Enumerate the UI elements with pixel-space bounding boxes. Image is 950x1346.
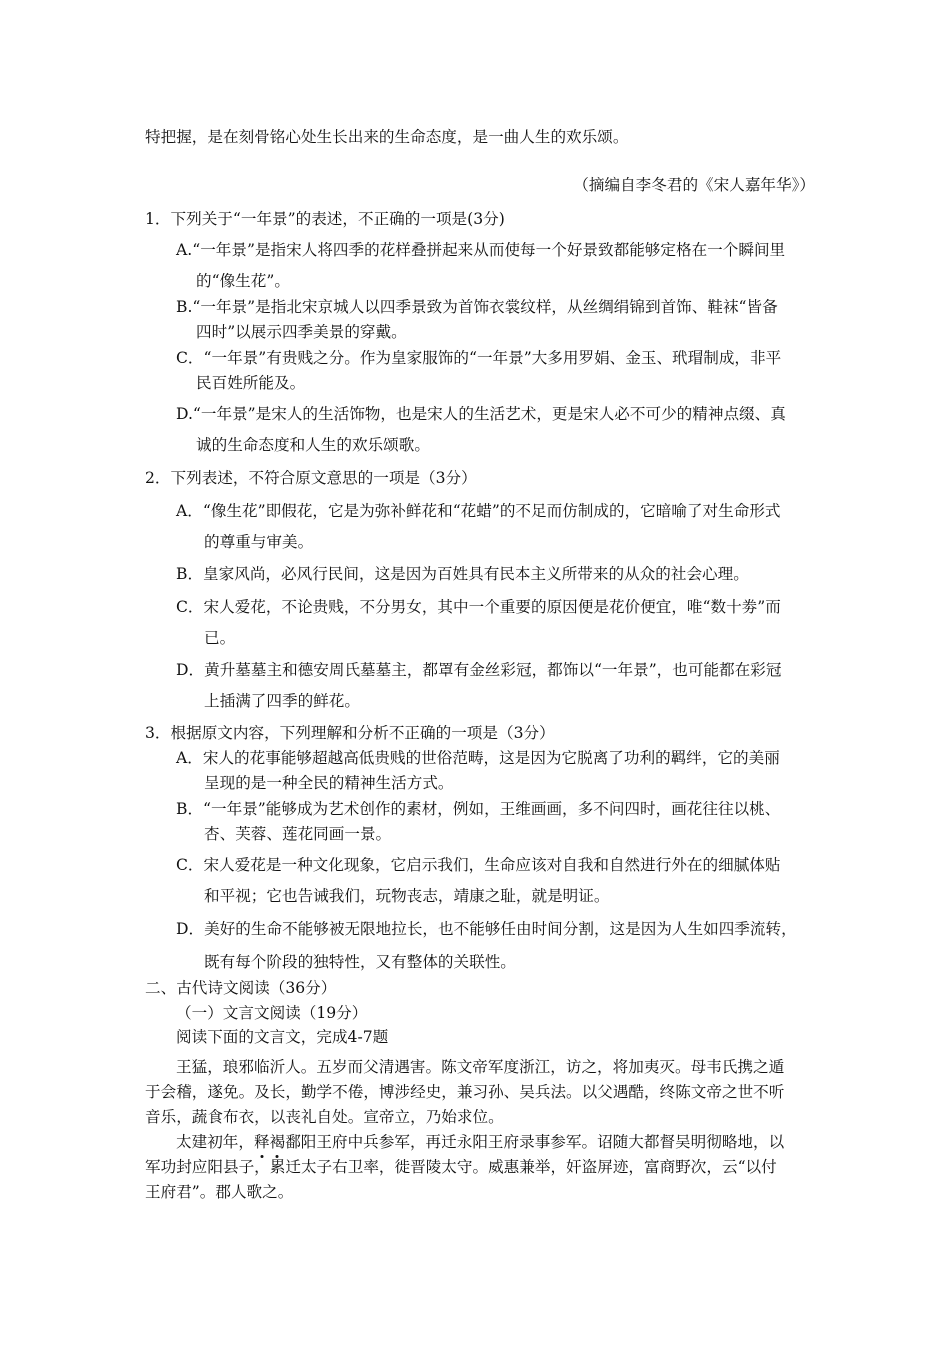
q3-stem: 3．根据原文内容，下列理解和分析不正确的一项是（3分）: [145, 724, 555, 742]
q2-stem: 2．下列表述，不符合原文意思的一项是（3分）: [145, 469, 477, 487]
passage-instruction: 阅读下面的文言文，完成4-7题: [176, 1028, 389, 1046]
q1-stem: 1．下列关于“一年景”的表述，不正确的一项是(3分): [145, 210, 505, 228]
q1-option-a-cont: 的“像生花”。: [196, 272, 290, 290]
subsection-title: （一）文言文阅读（19分）: [176, 1004, 368, 1022]
emphasized-char: 褐: [269, 1133, 286, 1151]
passage-p2-line2: 军功封应阳县子，累迁太子右卫率，徙晋陵太守。威惠兼举，奸盗屏迹，富商野次，云“以付: [145, 1158, 777, 1176]
passage-text: 鄱阳王府中兵参军，再迁永阳王府录事参军。诏随大都督吴明彻略地，以: [285, 1133, 785, 1151]
q2-option-d: D．黄升墓墓主和德安周氏墓墓主，都罩有金丝彩冠，都饰以“一年景”，也可能都在彩冠: [176, 661, 782, 679]
q2-option-a: A．“像生花”即假花，它是为弥补鲜花和“花蜡”的不足而仿制成的，它暗喻了对生命形式: [176, 502, 781, 520]
q2-option-c-cont: 已。: [204, 629, 236, 647]
q1-option-d: D.“一年景”是宋人的生活饰物，也是宋人的生活艺术，更是宋人必不可少的精神点缀、真: [176, 405, 786, 423]
passage-p2-line1: [176, 1132, 784, 1152]
q3-option-b-cont: 杏、芙蓉、莲花同画一景。: [204, 825, 392, 843]
q1-option-c: C．“一年景”有贵贱之分。作为皇家服饰的“一年景”大多用罗娟、金玉、玳瑁制成，非平: [176, 349, 782, 367]
q3-option-a: A．宋人的花事能够超越高低贵贱的世俗范畴，这是因为它脱离了功利的羁绊，它的美丽: [176, 749, 780, 767]
q1-option-b: B.“一年景”是指北宋京城人以四季景致为首饰衣裳纹样，从丝绸绢锦到首饰、鞋袜“皆备: [176, 298, 778, 316]
q3-option-a-cont: 呈现的是一种全民的精神生活方式。: [204, 774, 454, 792]
q3-option-c-cont: 和平视；它也告诫我们，玩物丧志，靖康之耻，就是明证。: [204, 887, 610, 905]
passage-text: 太建初年，: [176, 1133, 254, 1151]
section-title: 二、古代诗文阅读（36分）: [145, 979, 337, 997]
q1-option-b-cont: 四时”以展示四季美景的穿戴。: [196, 323, 407, 341]
q2-option-a-cont: 的尊重与审美。: [204, 533, 314, 551]
q2-option-c: C．宋人爱花，不论贵贱，不分男女，其中一个重要的原因便是花价便宜，唯“数十劵”而: [176, 598, 781, 616]
q3-option-b: B．“一年景”能够成为艺术创作的素材，例如，王维画画，多不问四时，画花往往以桃、: [176, 800, 781, 818]
passage-p2-line3: 王府君”。郡人歌之。: [145, 1183, 294, 1201]
intro-tail: 特把握，是在刻骨铭心处生长出来的生命态度，是一曲人生的欢乐颂。: [145, 128, 629, 146]
emphasized-char: 释: [253, 1133, 270, 1151]
q2-option-d-cont: 上插满了四季的鲜花。: [204, 692, 360, 710]
q3-option-d-cont: 既有每个阶段的独特性，又有整体的关联性。: [204, 953, 516, 971]
passage-p1-line3: 音乐，蔬食布衣，以丧礼自处。宣帝立，乃始求位。: [145, 1108, 504, 1126]
source-citation: （摘编自李冬君的《宋人嘉年华》）: [573, 176, 815, 194]
q1-option-a: A.“一年景”是指宋人将四季的花样叠拼起来从而使每一个好景致都能够定格在一个瞬间里: [176, 241, 786, 259]
q3-option-c: C．宋人爱花是一种文化现象，它启示我们，生命应该对自我和自然进行外在的细腻体贴: [176, 856, 781, 874]
passage-p1-line2: 于会稽，遂免。及长，勤学不倦，博涉经史，兼习孙、吴兵法。以父遇酷，终陈文帝之世不听: [145, 1083, 785, 1101]
q1-option-d-cont: 诚的生命态度和人生的欢乐颂歌。: [196, 436, 430, 454]
q3-option-d: D．美好的生命不能够被无限地拉长，也不能够任由时间分割，这是因为人生如四季流转，: [176, 920, 797, 938]
q2-option-b: B．皇家风尚，必风行民间，这是因为百姓具有民本主义所带来的从众的社会心理。: [176, 565, 749, 583]
q1-option-c-cont: 民百姓所能及。: [196, 374, 306, 392]
passage-p1-line1: 王猛，琅邪临沂人。五岁而父清遇害。陈文帝军度浙江，访之，将加夷灭。母韦氏携之遁: [176, 1058, 785, 1076]
